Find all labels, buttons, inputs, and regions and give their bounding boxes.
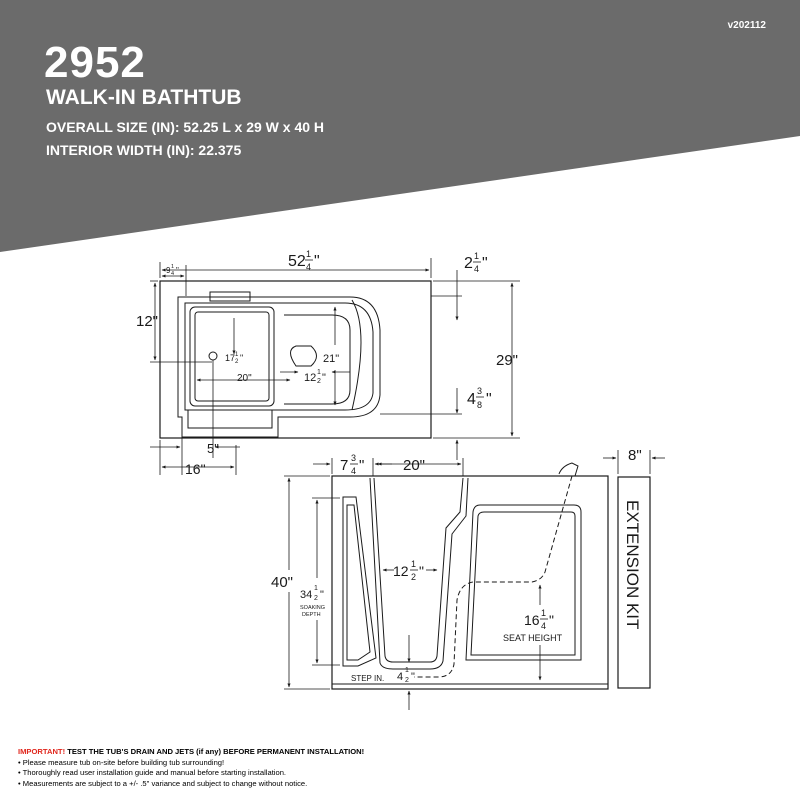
step-num: 1 [405,667,409,674]
seat-depth-num: 1 [317,369,321,376]
soak-label-2: DEPTH [302,612,321,618]
seat-whole: 16 [524,612,540,628]
soak-den: 2 [314,595,318,602]
note-line: • Please measure tub on-site before building tub surrounding! [18,757,225,767]
installation-notes [18,747,778,789]
seat-label: SEAT HEIGHT [503,633,563,643]
notes-warning [18,747,778,758]
seat-width-21: 21" [323,353,340,365]
door-num: 3 [351,453,357,463]
seat-depth-whole: 12 [304,372,317,384]
svg-text:": " [240,353,244,363]
offset-whole: 9 [166,266,171,275]
version-label: v202112 [727,20,766,31]
interior-20: 20" [237,373,252,384]
extension-kit [618,447,650,688]
model-number: 2952 [44,38,146,87]
extension-width: 8" [628,447,642,464]
interior-width: INTERIOR WIDTH (IN): 22.375 [46,142,242,158]
seat-cutout [291,346,317,366]
drain-16: 16" [185,461,206,477]
edge-den: 8 [477,400,483,410]
svg-text:": " [482,255,488,272]
warning-text: TEST THE TUB'S DRAIN AND JETS (if any) BEFORE PERMANENT INSTALLATION! [65,747,365,756]
svg-text:": " [549,612,554,628]
soak-num: 1 [314,585,318,592]
extension-label: EXTENSION KIT [623,500,642,630]
rim-whole: 2 [464,255,473,272]
door-den: 4 [351,466,357,476]
foot-whole: 12 [393,563,409,579]
seat-num: 1 [541,608,547,618]
rim-num: 1 [474,251,480,261]
svg-text:": " [176,266,179,275]
soak-whole: 34 [300,589,313,601]
seat-depth-den: 2 [317,378,321,385]
drain-circle [209,352,217,360]
foot-num: 1 [411,559,417,569]
note-line: • Measurements are subject to a +/- .5" variance and subject to change without notice. [18,778,308,788]
svg-text:": " [322,372,326,384]
drain-offset-den: 2 [235,359,239,365]
depth-12: 12" [136,313,159,330]
top-view-dimensions [150,258,520,475]
step-whole: 4 [397,671,404,683]
top-view-labels [136,249,518,477]
edge-num: 3 [477,386,483,396]
step-den: 2 [405,677,409,684]
svg-text:": " [419,563,424,579]
step-label: STEP IN. [351,674,385,683]
side-view-labels [271,453,563,684]
svg-text:": " [314,253,320,270]
door-whole: 7 [340,457,349,474]
drain-offset-num: 1 [235,352,239,358]
front-20: 20" [403,457,426,474]
offset-den: 4 [171,271,175,277]
note-line: • Thoroughly read user installation guide and manual before starting installation. [18,768,287,778]
offset-num: 1 [171,264,175,270]
svg-text:": " [320,589,324,601]
important-label: IMPORTANT! [18,747,66,756]
drain-offset-whole: 17 [225,353,236,363]
tub-outline [160,281,431,438]
width-29: 29" [496,352,519,369]
length-whole: 52 [288,253,306,270]
seat-den: 4 [541,621,547,631]
drain-5: 5" [207,441,219,456]
height-40: 40" [271,574,294,591]
top-view [160,281,431,438]
foot-den: 2 [411,572,417,582]
edge-whole: 4 [467,391,476,408]
svg-text:": " [359,457,365,474]
side-view [332,463,608,689]
soak-label-1: SOAKING [300,605,326,611]
rim-den: 4 [474,264,480,274]
svg-text:": " [486,391,492,408]
svg-text:": " [411,671,415,683]
product-title: WALK-IN BATHTUB [46,86,242,109]
length-num: 1 [306,249,312,259]
overall-size: OVERALL SIZE (IN): 52.25 L x 29 W x 40 H [46,119,325,135]
length-den: 4 [306,262,312,272]
